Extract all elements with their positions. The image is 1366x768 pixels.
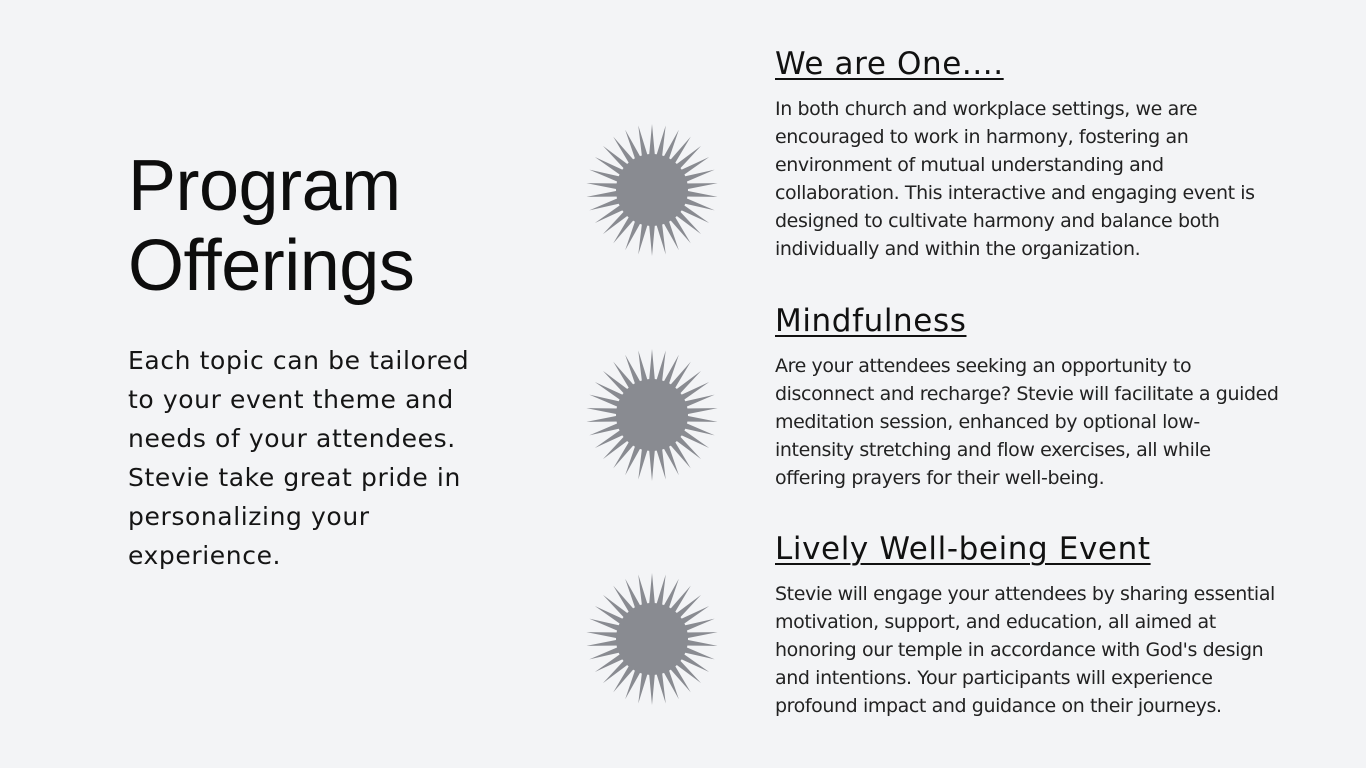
description-line: profound impact and guidance on their journeys. [775,695,1222,717]
intro-line: needs of your attendees. [128,424,456,453]
page-title [128,146,414,306]
description-line: honoring our temple in accordance with God's design [775,639,1264,661]
description-line: and intentions. Your participants will experience [775,667,1213,689]
offering-we-are-one [775,45,1335,263]
description-line: environment of mutual understanding and [775,154,1164,176]
intro-line: personalizing your [128,502,370,531]
offering-lively-well-being-event [775,530,1335,720]
description-line: designed to cultivate harmony and balance both [775,210,1220,232]
intro-line: experience. [128,541,282,570]
description-line: intensity stretching and flow exercises, all while [775,439,1211,461]
page-title-line-2: Offerings [128,226,415,306]
description-line: individually and within the organization. [775,238,1141,260]
offering-description [775,580,1335,720]
description-line: motivation, support, and education, all aimed at [775,611,1216,633]
page-title-line-1: Program [128,146,401,226]
offering-description [775,95,1335,263]
intro-line: Stevie take great pride in [128,463,461,492]
offering-title: Lively Well-being Event [775,531,1151,567]
starburst-icon [585,123,719,257]
intro-paragraph [128,341,508,575]
description-line: disconnect and recharge? Stevie will facilitate a guided [775,383,1279,405]
starburst-icon [585,572,719,706]
description-line: In both church and workplace settings, we are [775,98,1198,120]
description-line: meditation session, enhanced by optional low- [775,411,1200,433]
offering-title: We are One.... [775,46,1004,82]
description-line: Are your attendees seeking an opportunity to [775,355,1192,377]
description-line: encouraged to work in harmony, fostering an [775,126,1189,148]
offering-title: Mindfulness [775,303,967,339]
offering-description [775,352,1335,492]
description-line: offering prayers for their well-being. [775,467,1105,489]
offering-mindfulness [775,302,1335,492]
description-line: Stevie will engage your attendees by sharing essential [775,583,1275,605]
intro-line: Each topic can be tailored [128,346,470,375]
description-line: collaboration. This interactive and engaging event is [775,182,1255,204]
intro-line: to your event theme and [128,385,454,414]
starburst-icon [585,348,719,482]
